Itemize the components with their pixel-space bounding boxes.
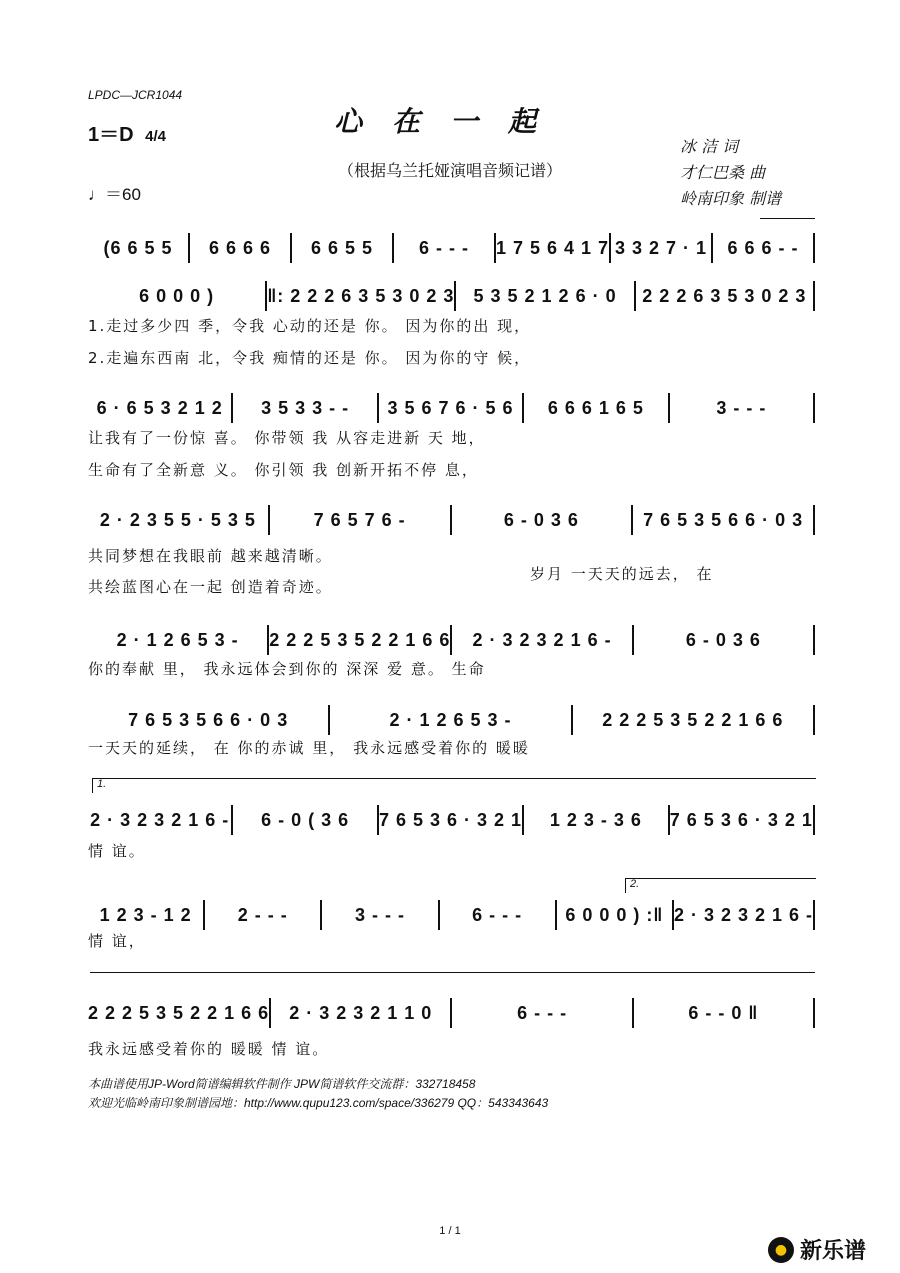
staff-system bbox=[88, 500, 815, 540]
time-signature: 4/4 bbox=[145, 128, 166, 145]
measure: 7 6 5 3 5 6 6 · 0 3 bbox=[643, 509, 804, 530]
bar-line bbox=[813, 233, 815, 263]
bar-line bbox=[813, 281, 815, 311]
lyric-line: 情 谊， bbox=[88, 932, 146, 950]
measure: 1 2 3 - 3 6 bbox=[549, 809, 642, 830]
staff-system bbox=[88, 276, 815, 316]
lyric-line: 我永远感受着你的 暖暖 情 谊。 bbox=[88, 1040, 330, 1058]
brand-name: 新乐谱 bbox=[800, 1239, 867, 1264]
song-title: 心在一起 bbox=[333, 105, 566, 138]
measure: 2 · 3 2 3 2 1 6 - bbox=[673, 904, 814, 925]
lyricist: 冰 洁 词 bbox=[680, 137, 739, 156]
measure: 7 6 5 3 5 6 6 · 0 3 bbox=[128, 709, 289, 730]
measure: 6 - - - bbox=[418, 237, 469, 258]
measure: 1 2 3 - 1 2 bbox=[99, 904, 192, 925]
measure: 7 6 5 7 6 - bbox=[313, 509, 406, 530]
lyric-line: 共同梦想在我眼前 越来越清晰。 bbox=[88, 547, 333, 565]
measure: 6 · 6 5 3 2 1 2 bbox=[96, 397, 223, 418]
volta-bracket bbox=[92, 778, 816, 793]
brand-logo bbox=[768, 1234, 866, 1265]
measure: 6 - - - bbox=[472, 904, 523, 925]
measure: 5 3 5 2 1 2 6 · 0 bbox=[473, 285, 617, 306]
staff-system bbox=[88, 700, 815, 740]
key-signature bbox=[88, 118, 166, 147]
lyric-line: 2.走遍东西南 北，令我 痴情的还是 你。 因为你的守 候， bbox=[88, 349, 532, 367]
bar-line bbox=[813, 625, 815, 655]
footer-line-1: 本曲谱使用JP-Word简谱编辑软件制作 JPW简谱软件交流群：332718458 bbox=[88, 1077, 476, 1091]
measure: 6 6 5 5 bbox=[310, 237, 373, 258]
bar-line bbox=[813, 705, 815, 735]
score-code: LPDC—JCR1044 bbox=[88, 88, 183, 102]
lyric-line: 你的奉献 里， 我永远体会到你的 深深 爱 意。 生命 bbox=[88, 660, 486, 678]
bar-line bbox=[813, 998, 815, 1028]
measure: 2 · 2 3 5 5 · 5 3 5 bbox=[99, 509, 256, 530]
measure: (6 6 5 5 bbox=[103, 237, 173, 258]
volta-label: 1. bbox=[97, 778, 107, 790]
volta-label: 2. bbox=[630, 878, 640, 890]
measure: 3 3 2 7 · 1 bbox=[614, 237, 708, 258]
staff-system bbox=[88, 800, 815, 840]
lyric-line: 生命有了全新意 义。 你引领 我 创新开拓不停 息， bbox=[88, 461, 479, 479]
measure: 6 - 0 3 6 bbox=[503, 509, 579, 530]
measure: 6 - - - bbox=[517, 1002, 568, 1023]
measure: 7 6 5 3 6 · 3 2 1 bbox=[669, 809, 813, 830]
staff-system bbox=[88, 993, 815, 1033]
measure: 7 6 5 3 6 · 3 2 1 bbox=[378, 809, 523, 830]
bar-line bbox=[813, 393, 815, 423]
record-icon: ● bbox=[768, 1237, 794, 1263]
staff-system bbox=[88, 895, 815, 935]
footer-line-2: 欢迎光临岭南印象制谱园地：http://www.qupu123.com/space/336279 QQ：543343643 bbox=[88, 1096, 549, 1110]
measure: 2 2 2 6 3 5 3 0 2 3 bbox=[642, 285, 807, 306]
measure: 6 - - 0 ‖ bbox=[688, 1002, 759, 1023]
page-number: 1 / 1 bbox=[439, 1225, 461, 1237]
tempo-marking: ♩＝60 bbox=[88, 185, 141, 204]
staff-system bbox=[88, 228, 815, 268]
measure: 3 5 6 7 6 · 5 6 bbox=[387, 397, 514, 418]
measure: 2 · 3 2 3 2 1 6 - bbox=[90, 809, 230, 830]
lyric-line: 共绘蓝图心在一起 创造着奇迹。 bbox=[88, 578, 333, 596]
lyric-line: 让我有了一份惊 喜。 你带领 我 从容走进新 天 地， bbox=[88, 429, 486, 447]
key-label: 1＝D bbox=[88, 124, 134, 146]
measure: 1 7 5 6 4 1 7 bbox=[495, 237, 610, 258]
lyric-line: 1.走过多少四 季，令我 心动的还是 你。 因为你的出 现， bbox=[88, 317, 532, 335]
measure: 2 · 3 2 3 2 1 1 0 bbox=[289, 1002, 433, 1023]
lyric-line: 情 谊。 bbox=[88, 842, 146, 860]
measure: 3 - - - bbox=[716, 397, 767, 418]
side-lyric: 岁月 一天天的远去， 在 bbox=[530, 565, 714, 583]
volta-bracket bbox=[625, 878, 816, 893]
bar-line bbox=[813, 900, 815, 930]
bar-line bbox=[813, 505, 815, 535]
measure: 6 6 6 6 bbox=[208, 237, 271, 258]
staff-system bbox=[88, 388, 815, 428]
credits bbox=[680, 134, 781, 212]
song-subtitle: （根据乌兰托娅演唱音频记谱） bbox=[337, 161, 562, 180]
composer: 才仁巴桑 曲 bbox=[680, 163, 766, 182]
measure: 2 · 1 2 6 5 3 - bbox=[116, 629, 239, 650]
measure: ‖: 2 2 2 6 3 5 3 0 2 3 bbox=[267, 285, 455, 306]
measure: 6 0 0 0 ) bbox=[139, 285, 215, 306]
measure: 2 · 3 2 3 2 1 6 - bbox=[472, 629, 612, 650]
bar-line bbox=[813, 805, 815, 835]
measure: 6 0 0 0 ) :‖ bbox=[565, 904, 664, 925]
lyric-line: 一天天的延续， 在 你的赤诚 里， 我永远感受着你的 暖暖 bbox=[88, 739, 530, 757]
measure: 2 2 2 5 3 5 2 2 1 6 6 bbox=[88, 1002, 270, 1023]
measure: 2 · 1 2 6 5 3 - bbox=[389, 709, 512, 730]
staff-system bbox=[88, 620, 815, 660]
measure: 3 - - - bbox=[354, 904, 405, 925]
measure: 6 - 0 3 6 bbox=[685, 629, 761, 650]
measure: 2 2 2 5 3 5 2 2 1 6 6 bbox=[602, 709, 784, 730]
measure: 3 5 3 3 - - bbox=[261, 397, 350, 418]
divider bbox=[90, 972, 815, 973]
measure: 6 6 6 1 6 5 bbox=[547, 397, 644, 418]
arranger: 岭南印象 制谱 bbox=[680, 189, 782, 208]
measure: 2 - - - bbox=[237, 904, 288, 925]
measure: 6 - 0 ( 3 6 bbox=[261, 809, 350, 830]
measure: 6 6 6 - - bbox=[727, 237, 799, 258]
measure: 2 2 2 5 3 5 2 2 1 6 6 bbox=[269, 629, 451, 650]
